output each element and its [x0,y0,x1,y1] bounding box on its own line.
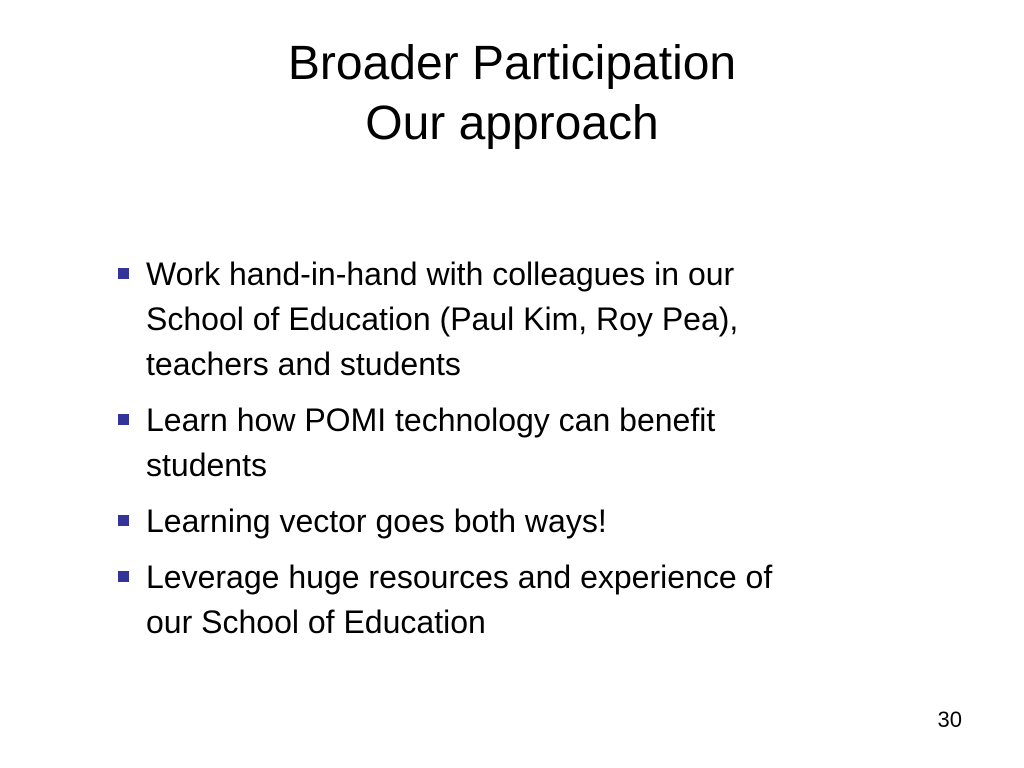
bullet-line: Learning vector goes both ways! [146,503,607,539]
slide-title-line-1: Broader Participation [287,37,737,90]
square-bullet-icon [118,268,129,279]
bullet-line: our School of Education [146,604,486,640]
bullet-line: Leverage huge resources and experience of [146,559,773,595]
square-bullet-icon [118,414,129,425]
bullet-item [116,555,936,645]
bullet-list [116,252,936,656]
bullet-line: Work hand-in-hand with colleagues in our [146,256,735,292]
slide-title-line-2: Our approach [365,97,659,150]
bullet-line: teachers and students [146,346,461,382]
bullet-item [116,252,936,387]
bullet-item [116,499,936,544]
square-bullet-icon [118,571,129,582]
bullet-line: School of Education (Paul Kim, Roy Pea), [146,301,739,337]
bullet-item [116,398,936,488]
bullet-line: students [146,447,267,483]
bullet-line: Learn how POMI technology can benefit [146,402,716,438]
page-number: 30 [937,707,962,732]
square-bullet-icon [118,515,129,526]
slide-title [0,34,1024,154]
